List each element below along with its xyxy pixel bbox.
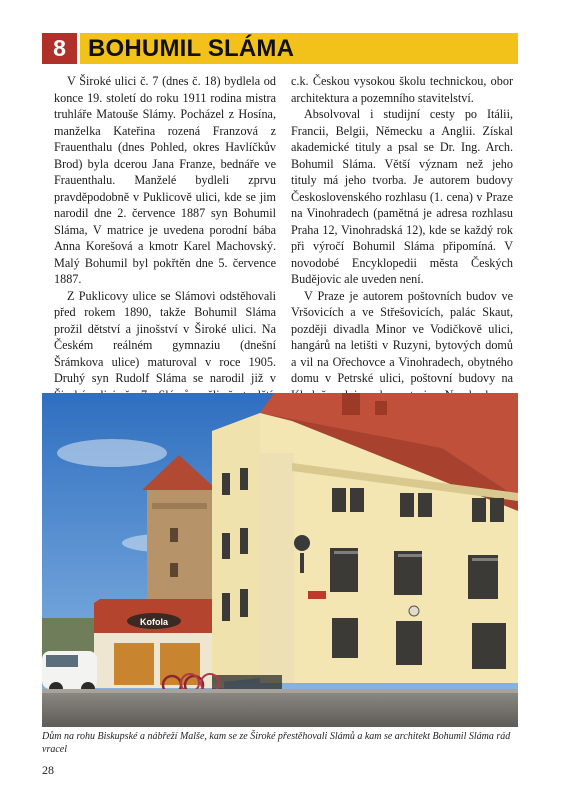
right-text-column — [291, 73, 513, 403]
page-number: 28 — [42, 763, 54, 777]
chapter-number: 8 — [42, 33, 77, 64]
paragraph: Z Puklicovy ulice se Slámovi odstěhovali před rokem 1890, takže Bohumil Sláma prožil dětství a jinošství v Široké ulici. Na Českém reálném gymnaziu (dnešní Šrámkova ulice) maturoval v roce 1905. Druhý syn Rudolf Sláma se narodil již v — [54, 288, 276, 385]
kofola-sign: Kofola — [140, 617, 168, 627]
photo-caption: Dům na rohu Biskupské a nábřeží Malše, kam se ze Široké přestěhovali Slámů a kam se architekt Bohumil Sláma rád vracel — [42, 731, 511, 755]
building-photo — [42, 393, 518, 727]
chapter-header — [42, 33, 518, 64]
paragraph: V Praze je autorem poštovních budov ve Vršovicích a ve Střešovicích, palác Skaut, později divadla Minor ve Vodičkově ulici, hangárů na letišti v Ruzyni, bytových domů a vil na Ořechovce a Vinohradech, obytného domu v Petrské ulici, poštovní budovy na — [291, 288, 513, 385]
left-text-column — [54, 73, 276, 420]
paragraph: V Široké ulici č. 7 (dnes č. 18) bydlela od konce 19. století do roku 1911 rodina mistra truhláře Matouše Slámy. Pocházel z Hosína, manželka Kateřina rozená Franzová z Frauenthalu (dnes Pohled, okres Havlíčkův Brod) byla dcerou Jana Franze, bednáře ve Frauenthalu. Manželé bydleli zprvu pravděpodobně v Puklicově ulici, kde se jim narodil dne 2. července 1887 syn Bohumil Sláma, V matrice je uvedena porodní bába Anna Korešová a kmotr Karel Machovský. Malý Bohumil byl pokřtěn dne 5. července 1887. — [54, 74, 276, 286]
chapter-title-bar — [80, 33, 518, 64]
paragraph: Absolvoval i studijní cesty po Itálii, Francii, Belgii, Německu a Anglii. Získal akademické tituly a psal se Dr. Ing. Arch. Bohumil Sláma. Větší význam než jeho tituly má jeho tvorba. Je autorem budovy Československého rozhlasu (1. cena) v Praze na Vinohradech (pamětná je adresa rozhlasu Praha 12, Vinohradská 12), kde se každý rok při výročí Bohumil Sláma připomíná. V novodobé Encyklopedii města Českých Budějovic ale uveden není. — [291, 107, 513, 286]
paragraph: c.k. Českou vysokou školu technickou, obor architektura a pozemního stavitelství. — [291, 74, 513, 105]
chapter-title: BOHUMIL SLÁMA — [88, 35, 295, 62]
